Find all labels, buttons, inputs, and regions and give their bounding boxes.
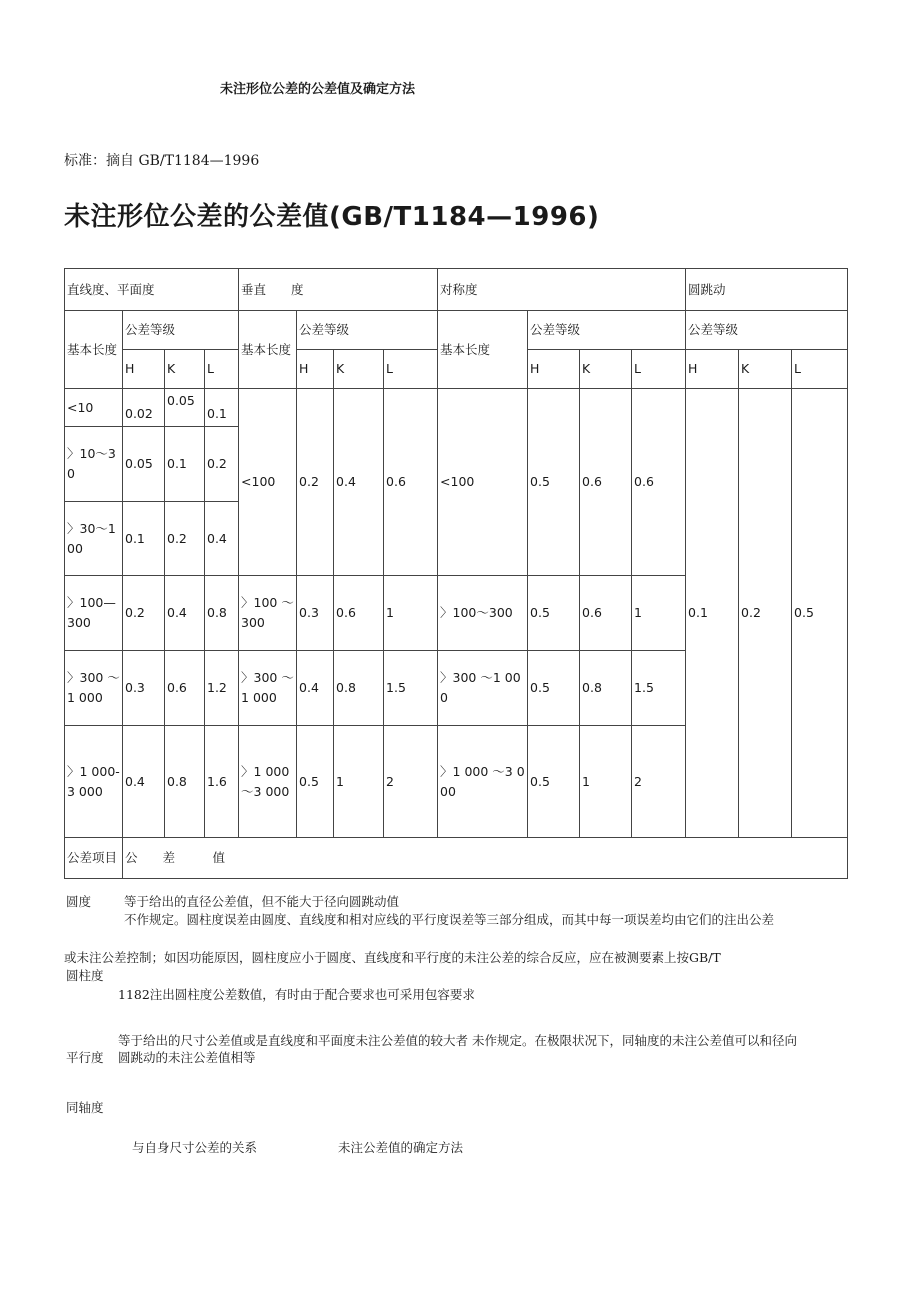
basic-length-header: 基本长度 — [65, 311, 123, 389]
table-cell: 〉100～300 — [438, 576, 528, 651]
group-header-straightness: 直线度、平面度 — [65, 269, 239, 311]
table-cell: 0.6 — [334, 576, 384, 651]
table-cell: 0.8 — [580, 651, 632, 726]
table-cell: 0.4 — [334, 389, 384, 576]
grade-header: 公差等级 — [297, 311, 438, 350]
table-cell: 0.2 — [123, 576, 165, 651]
table-cell: 1.5 — [632, 651, 686, 726]
group-header-symmetry: 对称度 — [438, 269, 686, 311]
table-cell: 0.4 — [165, 576, 205, 651]
table-cell: <10 — [65, 389, 123, 427]
parallelism-text: 圆跳动的未注公差值相等 — [118, 1050, 256, 1065]
cylindricity-label: 圆柱度 — [66, 968, 104, 983]
table-cell: 1 — [334, 726, 384, 838]
grade-header: 公差等级 — [123, 311, 239, 350]
grade-h: H — [297, 350, 334, 389]
table-cell: 0.8 — [334, 651, 384, 726]
table-cell: 0.3 — [297, 576, 334, 651]
grade-k: K — [165, 350, 205, 389]
table-cell: 0.1 — [123, 502, 165, 576]
table-cell: 0.2 — [205, 427, 239, 502]
table-cell: 0.05 — [123, 427, 165, 502]
table-cell: 0.6 — [580, 576, 632, 651]
grade-l: L — [632, 350, 686, 389]
group-header-perpendicularity: 垂直 度 — [239, 269, 438, 311]
table-cell: 0.6 — [580, 389, 632, 576]
document-title: 未注形位公差的公差值及确定方法 — [220, 82, 416, 97]
cylindricity-text: 或未注公差控制；如因功能原因，圆柱度应小于圆度、直线度和平行度的未注公差的综合反应，应在被测要素上按GB/T — [64, 950, 721, 965]
roundness-text: 等于给出的直径公差值，但不能大于径向圆跳动值 — [124, 894, 400, 909]
table-cell: 2 — [384, 726, 438, 838]
grade-h: H — [123, 350, 165, 389]
table-cell: 〉100—300 — [65, 576, 123, 651]
table-cell: 0.5 — [528, 576, 580, 651]
table-cell: 0.2 — [165, 502, 205, 576]
table-cell: 0.6 — [384, 389, 438, 576]
table-cell: <100 — [239, 389, 297, 576]
table-cell: 0.02 — [123, 389, 165, 427]
table-cell: 〉1 000-3 000 — [65, 726, 123, 838]
cylindricity-text: 不作规定。圆柱度误差由圆度、直线度和相对应线的平行度误差等三部分组成，而其中每一项误差均由它们的注出公差 — [124, 912, 775, 927]
table-cell: 0.5 — [297, 726, 334, 838]
table-cell: 0.2 — [297, 389, 334, 576]
table-cell: 0.5 — [792, 389, 848, 838]
grade-k: K — [334, 350, 384, 389]
table-cell: 0.1 — [165, 427, 205, 502]
parallelism-label: 平行度 — [66, 1050, 104, 1065]
table-cell: 〉300 ～1 000 — [438, 651, 528, 726]
roundness-label: 圆度 — [66, 894, 92, 909]
table-cell: 〉10～30 — [65, 427, 123, 502]
grade-h: H — [528, 350, 580, 389]
grade-l: L — [792, 350, 848, 389]
table-cell: 〉300 ～1 000 — [65, 651, 123, 726]
basic-length-header: 基本长度 — [438, 311, 528, 389]
coaxiality-label: 同轴度 — [66, 1100, 104, 1115]
table-cell: 0.6 — [632, 389, 686, 576]
grade-h: H — [686, 350, 739, 389]
table-cell: 1.2 — [205, 651, 239, 726]
footer-caption: 与自身尺寸公差的关系 — [132, 1140, 258, 1155]
table-cell: <100 — [438, 389, 528, 576]
cylindricity-text: 1182注出圆柱度公差数值，有时由于配合要求也可采用包容要求 — [118, 987, 475, 1002]
basic-length-header: 基本长度 — [239, 311, 297, 389]
table-heading: 未注形位公差的公差值(GB/T1184—1996) — [64, 202, 600, 232]
table-cell: 0.05 — [165, 389, 205, 427]
table-cell: 〉300 ～1 000 — [239, 651, 297, 726]
table-cell: 〉1 000 ～3 000 — [438, 726, 528, 838]
table-cell: 2 — [632, 726, 686, 838]
table-cell: 0.8 — [205, 576, 239, 651]
table-cell: 0.4 — [123, 726, 165, 838]
table-cell: 0.5 — [528, 726, 580, 838]
table-cell: 0.1 — [205, 389, 239, 427]
footer-caption: 未注公差值的确定方法 — [338, 1140, 464, 1155]
table-cell: 0.4 — [205, 502, 239, 576]
grade-l: L — [205, 350, 239, 389]
table-cell: 0.2 — [739, 389, 792, 838]
grade-header: 公差等级 — [686, 311, 848, 350]
grade-k: K — [739, 350, 792, 389]
table-cell: 0.1 — [686, 389, 739, 838]
grade-k: K — [580, 350, 632, 389]
grade-l: L — [384, 350, 438, 389]
table-cell: 〉30～100 — [65, 502, 123, 576]
tolerance-table — [64, 268, 848, 879]
table-cell: 1.6 — [205, 726, 239, 838]
tolerance-item-header: 公差项目 — [65, 838, 123, 879]
table-cell: 〉1 000 ～3 000 — [239, 726, 297, 838]
table-cell: 1 — [580, 726, 632, 838]
table-cell: 0.5 — [528, 389, 580, 576]
table-cell: 0.8 — [165, 726, 205, 838]
table-cell: 1.5 — [384, 651, 438, 726]
tolerance-value-header: 公 差 值 — [123, 838, 848, 879]
table-cell: 0.4 — [297, 651, 334, 726]
grade-header: 公差等级 — [528, 311, 686, 350]
standard-reference: 标准：摘自 GB/T1184—1996 — [64, 153, 260, 169]
group-header-runout: 圆跳动 — [686, 269, 848, 311]
table-cell: 0.3 — [123, 651, 165, 726]
table-cell: 〉100 ～300 — [239, 576, 297, 651]
table-cell: 1 — [384, 576, 438, 651]
parallelism-text: 等于给出的尺寸公差值或是直线度和平面度未注公差值的较大者 未作规定。在极限状况下，同轴度的未注公差值可以和径向 — [118, 1033, 797, 1048]
table-cell: 0.5 — [528, 651, 580, 726]
table-cell: 0.6 — [165, 651, 205, 726]
table-cell: 1 — [632, 576, 686, 651]
